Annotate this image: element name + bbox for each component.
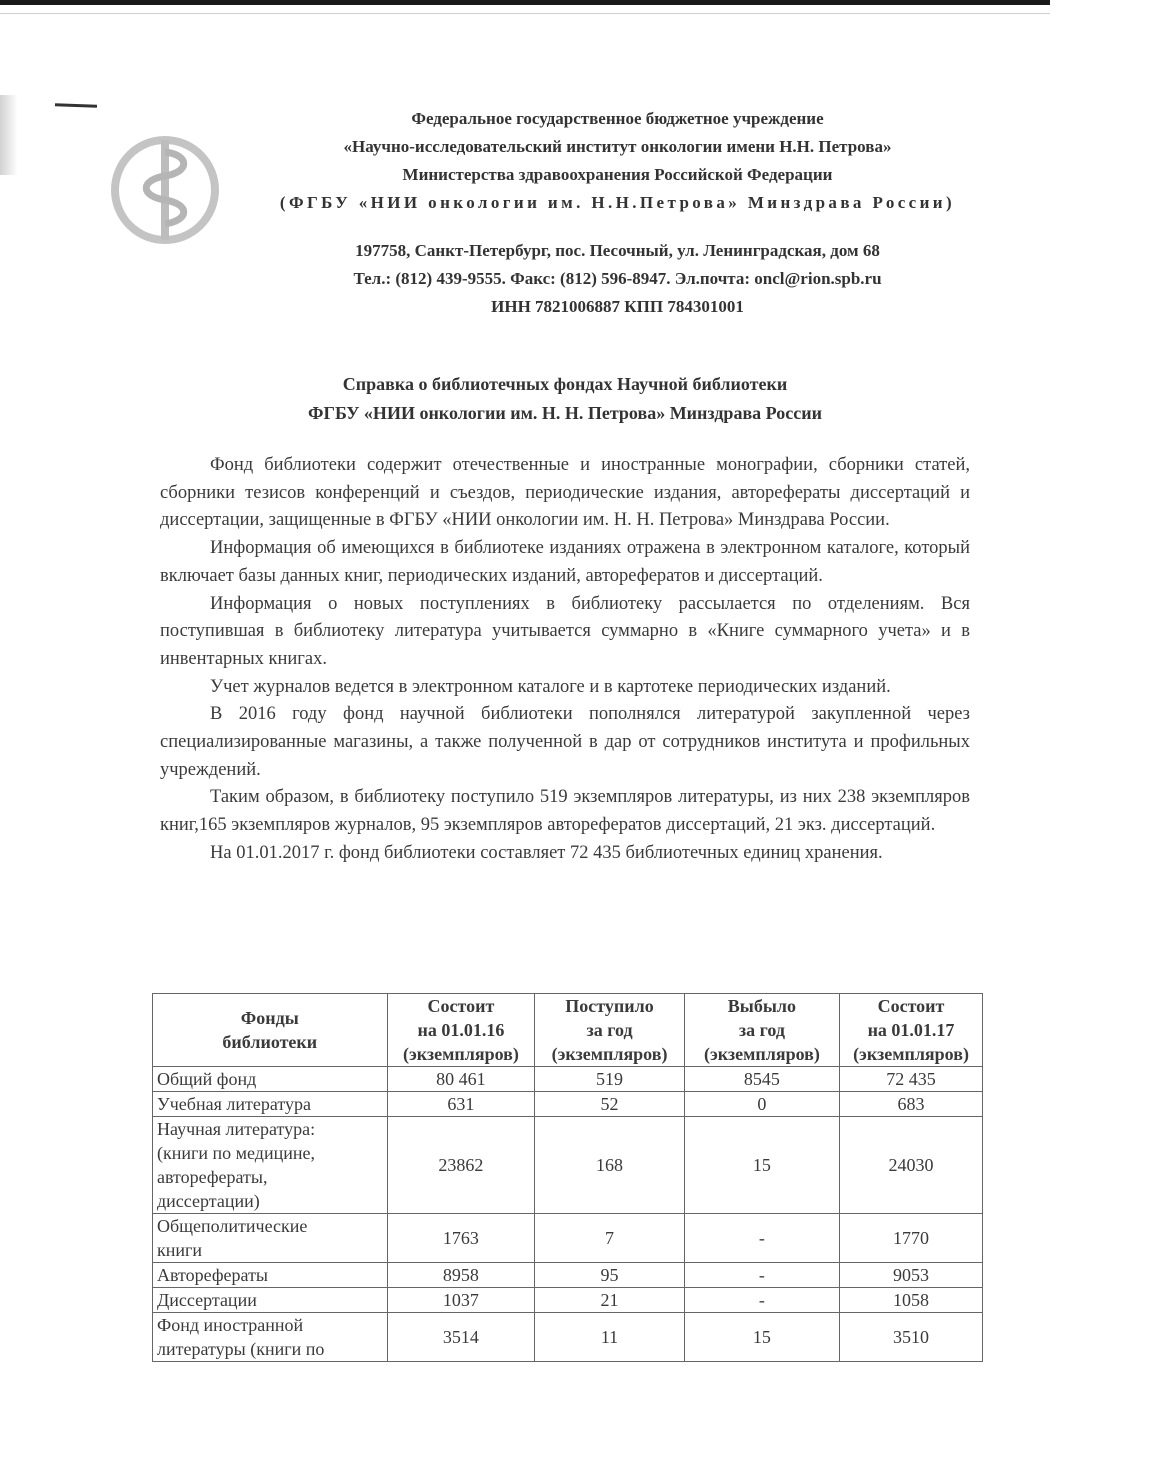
row-name: Научная литература: (книги по медицине, авторефераты, диссертации) [153,1117,388,1214]
margin-pen-mark [55,103,97,107]
header-removed: Выбыло за год (экземпляров) [684,994,839,1067]
cell-start-2016: 1763 [387,1214,535,1263]
cell-received: 168 [535,1117,685,1214]
cell-start-2016: 8958 [387,1263,535,1288]
letterhead-address: 197758, Санкт-Петербург, пос. Песочный, ул. Ленинградская, дом 68 [355,241,880,260]
cell-start-2017: 9053 [840,1263,983,1288]
cell-start-2017: 1058 [840,1288,983,1313]
cell-start-2017: 72 435 [840,1067,983,1092]
scan-top-line [0,13,1050,14]
cell-received: 11 [535,1313,685,1362]
table-row [153,1263,983,1288]
cell-removed: 15 [684,1313,839,1362]
cell-start-2017: 1770 [840,1214,983,1263]
letterhead-inn: ИНН 7821006887 КПП 784301001 [491,297,744,316]
row-name: Авторефераты [153,1263,388,1288]
scan-top-edge [0,0,1050,5]
scan-smudge [0,95,18,175]
cell-start-2016: 1037 [387,1288,535,1313]
cell-received: 52 [535,1092,685,1117]
document-title [160,370,970,428]
paragraph: В 2016 году фонд научной библиотеки пополнялся литературой закупленной через специализированные магазины, а также полученной в дар от сотрудников института и профильных учреждений. [160,704,970,780]
cell-start-2016: 23862 [387,1117,535,1214]
document-body [160,452,970,868]
cell-removed: - [684,1288,839,1313]
table-row [153,1214,983,1263]
letterhead-contacts: Тел.: (812) 439-9555. Факс: (812) 596-8947. Эл.почта: oncl@rion.spb.ru [353,269,882,288]
table-row [153,1067,983,1092]
cell-received: 95 [535,1263,685,1288]
cell-start-2016: 3514 [387,1313,535,1362]
cell-removed: - [684,1214,839,1263]
table-row [153,1092,983,1117]
cell-removed: - [684,1263,839,1288]
header-start-2016: Состоит на 01.01.16 (экземпляров) [387,994,535,1067]
cell-start-2017: 3510 [840,1313,983,1362]
row-name: Диссертации [153,1288,388,1313]
cell-received: 519 [535,1067,685,1092]
letterhead-abbreviation: (ФГБУ «НИИ онкологии им. Н.Н.Петрова» Минздрава России) [279,193,956,212]
header-funds: Фонды библиотеки [153,994,388,1067]
cell-start-2017: 24030 [840,1117,983,1214]
title-line-1: Справка о библиотечных фондах Научной библиотеки [342,374,788,394]
cell-received: 7 [535,1214,685,1263]
paragraph: Информация об имеющихся в библиотеке изданиях отражена в электронном каталоге, который включает базы данных книг, периодических изданий, авторефератов и диссертаций. [160,538,970,586]
letterhead-line-2: «Научно-исследовательский институт онкологии имени Н.Н. Петрова» [343,137,892,156]
library-funds-table [152,993,983,1362]
letterhead-line-3: Министерства здравоохранения Российской Федерации [402,165,833,184]
title-line-2: ФГБУ «НИИ онкологии им. Н. Н. Петрова» Минздрава России [308,403,822,423]
table-row [153,1313,983,1362]
paragraph: Фонд библиотеки содержит отечественные и иностранные монографии, сборники статей, сборники тезисов конференций и съездов, периодические издания, авторефераты диссертаций и диссертации, защищенные в ФГБУ «НИИ онкологии им. Н. Н. Петрова» Минздрава России. [160,455,970,531]
table-header-row [153,994,983,1067]
row-name: Общий фонд [153,1067,388,1092]
cell-removed: 8545 [684,1067,839,1092]
letterhead [235,105,1000,321]
paragraph: Учет журналов ведется в электронном каталоге и в картотеке периодических изданий. [210,676,891,697]
table-row [153,1288,983,1313]
header-received: Поступило за год (экземпляров) [535,994,685,1067]
cell-start-2016: 80 461 [387,1067,535,1092]
header-start-2017: Состоит на 01.01.17 (экземпляров) [840,994,983,1067]
cell-received: 21 [535,1288,685,1313]
row-name: Фонд иностранной литературы (книги по [153,1313,388,1362]
row-name: Общеполитические книги [153,1214,388,1263]
cell-start-2016: 631 [387,1092,535,1117]
cell-removed: 0 [684,1092,839,1117]
table-row [153,1117,983,1214]
cell-removed: 15 [684,1117,839,1214]
cell-start-2017: 683 [840,1092,983,1117]
paragraph: На 01.01.2017 г. фонд библиотеки составляет 72 435 библиотечных единиц хранения. [210,842,883,863]
paragraph: Таким образом, в библиотеку поступило 519 экземпляров литературы, из них 238 экземпляров книг,165 экземпляров журналов, 95 экземпляров авторефератов диссертаций, 21 экз. диссертаций. [160,787,970,836]
paragraph: Информация о новых поступлениях в библиотеку рассылается по отделениям. Вся поступившая в библиотеку литература учитывается суммарно в «Книге суммарного учета» и в инвентарных книгах. [160,593,970,669]
row-name: Учебная литература [153,1092,388,1117]
institute-logo-icon [110,130,220,250]
letterhead-line-1: Федеральное государственное бюджетное учреждение [411,109,824,128]
